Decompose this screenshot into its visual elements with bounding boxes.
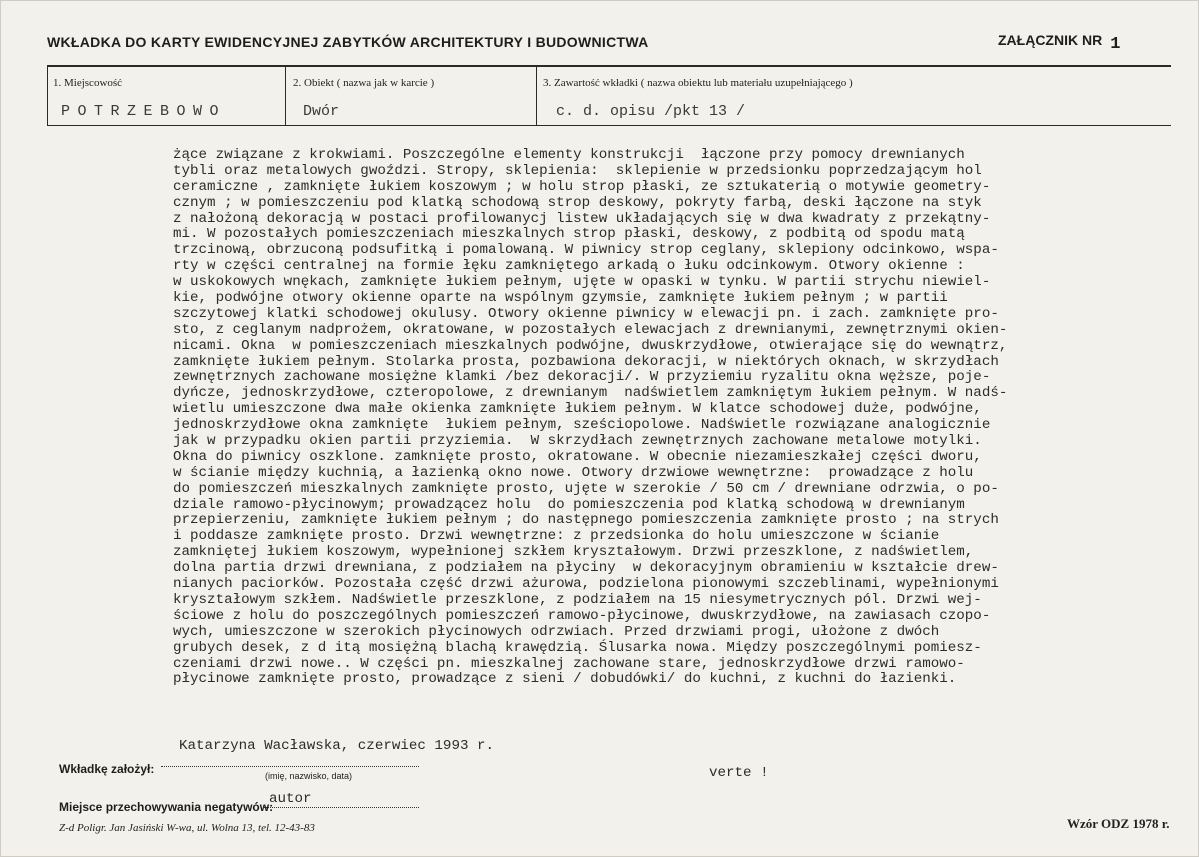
created-by-hint: (imię, nazwisko, data)	[265, 771, 353, 781]
header-grid-bottom-rule	[47, 125, 1171, 126]
grid-divider	[47, 65, 48, 125]
grid-divider	[536, 65, 537, 125]
body-line: płycinowe zamknięte prosto, prowadzące z sieni / dobudówki/ do kuchni, z kuchni do łazienki.	[173, 671, 957, 688]
body-line: nianych paciorków. Pozostała część drzwi ażurowa, podzielona pionowymi szczeblinami, wypełnionymi	[173, 576, 999, 593]
body-line: tybli oraz metalowych gwoździ. Stropy, sklepienia: sklepienie w przedsionku poprzedzającym hol	[173, 162, 982, 179]
negatives-dotted-line	[263, 807, 419, 808]
field-value-locality: POTRZEBOWO	[61, 103, 227, 120]
field-value-contents: c. d. opisu /pkt 13 /	[556, 103, 746, 120]
field-label-contents: 3. Zawartość wkładki ( nazwa obiektu lub materiału uzupełniającego )	[543, 77, 853, 89]
body-line: zamkniętej łukiem koszowym, wypełnionej szkłem kryształowym. Drzwi przeszklone, z nadświetlem,	[173, 544, 974, 561]
body-line: w uskokowych wnękach, zamknięte łukiem pełnym, ujęte w opaski w tynku. W partii strychu niewiel-	[173, 274, 991, 291]
body-line: kryształowym szkłem. Nadświetle przeszklone, z podziałem na 15 niesymetrycznych pól. Drzwi wej-	[173, 591, 982, 608]
field-label-object: 2. Obiekt ( nazwa jak w karcie )	[293, 77, 435, 89]
body-line: nicami. Okna w pomieszczeniach mieszkalnych podwójne, dwuskrzydłowe, otwierające się do wewnątrz,	[173, 337, 1008, 354]
author-signature: Katarzyna Wacławska, czerwiec 1993 r.	[179, 738, 495, 754]
body-line: przepierzeniu, zamknięte łukiem pełnym ; do następnego pomieszczenia zamknięte prosto ; na strych	[173, 512, 999, 529]
body-line: i poddasze zamknięte prosto. Drzwi wewnętrzne: z przedsionka do holu umieszczone w ścianie	[173, 528, 940, 545]
body-line: dziale ramowo-płycinowym; prowadzącez holu do pomieszczenia pod klatką schodową w drewnianym	[173, 496, 965, 513]
created-by-dotted-line	[161, 766, 419, 767]
body-line: żące związane z krokwiami. Poszczególne elementy konstrukcji łączone przy pomocy drewnianych	[173, 147, 965, 163]
body-line: kie, podwójne otwory okienne oparte na wspólnym gzymsie, zamknięte łukiem pełnym ; w partii	[173, 290, 948, 307]
body-line: wietlu umieszczone dwa małe okienka zamknięte łukiem pełnym. W klatce schodowej duże, podwójne,	[173, 401, 982, 418]
body-line: sto, z ceglanym nadprożem, okratowane, w pozostałych elewacjach z drewnianymi, zewnętrznymi okien-	[173, 321, 1008, 338]
body-line: trzcinową, obrzuconą podsufitką i pomalowaną. W piwnicy strop ceglany, sklepiony odcinkowo, wspa-	[173, 242, 999, 259]
field-label-locality: 1. Miejscowość	[53, 77, 123, 89]
body-line: szczytowej klatki schodowej okulusy. Otwory okienne piwnicy w elewacji pn. i zach. zamknięte pro-	[173, 305, 999, 322]
negatives-value: autor	[269, 791, 312, 807]
field-value-object: Dwór	[303, 103, 340, 120]
verte-note: verte !	[709, 765, 769, 781]
body-line: dolna partia drzwi drewniana, z podziałem na płyciny w dekoracyjnym obramieniu w kształcie drew-	[173, 560, 999, 577]
grid-divider	[285, 65, 286, 125]
body-line: Okna do piwnicy oszklone. zamknięte prosto, okratowane. W obecnie niezamieszkałej części dworu,	[173, 448, 982, 465]
body-line: ceramiczne , zamknięte łukiem koszowym ; w holu strop płaski, ze sztukaterią o motywie geometry-	[173, 178, 991, 195]
body-line: jak w przypadku okien partii przyziemia. W skrzydłach zewnętrznych zachowane metalowe motylki.	[173, 433, 982, 450]
printer-imprint: Z-d Poligr. Jan Jasiński W-wa, ul. Wolna 13, tel. 12-43-83	[59, 822, 315, 834]
created-by-label: Wkładkę założył:	[59, 762, 155, 776]
body-line: w ścianie między kuchnią, a łazienką okno nowe. Otwory drzwiowe wewnętrzne: prowadzące z holu	[173, 464, 974, 481]
negatives-label: Miejsce przechowywania negatywów:	[59, 800, 274, 814]
body-line: z nałożoną dekoracją w postaci profilowanycj listew układających się w dwa kwadraty z przekątny-	[173, 210, 991, 227]
form-title: WKŁADKA DO KARTY EWIDENCYJNEJ ZABYTKÓW ARCHITEKTURY I BUDOWNICTWA	[47, 34, 649, 50]
body-line: grubych desek, z d itą mosiężną blachą krawędzią. Ślusarka nowa. Między poszczególnymi pomiesz-	[173, 639, 982, 656]
body-line: jednoskrzydłowe okna zamknięte łukiem pełnym, sześciopolowe. Nadświetle rozwiązane analogicznie	[173, 417, 991, 434]
body-line: cznym ; w pomieszczeniu pod klatką schodową strop deskowy, pokryty farbą, deski łączone na styk	[173, 194, 982, 211]
body-line: mi. W pozostałych pomieszczeniach mieszkalnych strop płaski, deskowy, z podbitą od spodu matą	[173, 226, 965, 243]
body-line: rty w części centralnej na formie łęku zamkniętego arkadą o łuku odcinkowym. Otwory okienne :	[173, 258, 965, 275]
body-line: dyńcze, jednoskrzydłowe, czteropolowe, z drewnianym nadświetlem zamkniętym łukiem pełnym. W nadś-	[173, 385, 1008, 402]
body-line: wych, umieszczone w szerokich płycinowych odrzwiach. Przed drzwiami progi, ułożone z dwóch	[173, 623, 940, 640]
annex-number: 1	[1110, 35, 1121, 54]
form-model: Wzór ODZ 1978 r.	[1067, 816, 1170, 831]
body-line: ściowe z holu do poszczególnych pomieszczeń ramowo-płycinowe, dwuskrzydłowe, na zawiasach czopo-	[173, 607, 991, 624]
body-line: do pomieszczeń mieszkalnych zamknięte prosto, ujęte w szerokie / 50 cm / drewniane odrzwia, o po-	[173, 480, 999, 497]
description-body	[173, 148, 1163, 688]
header-grid-top-rule	[47, 65, 1171, 67]
body-line: zamknięte łukiem pełnym. Stolarka prosta, pozbawiona dekoracji, w niektórych oknach, w skrzydłach	[173, 353, 999, 370]
annex-label-text: ZAŁĄCZNIK NR	[998, 32, 1103, 48]
body-line: zewnętrznych zachowane mosiężne klamki /bez dekoracji/. W przyziemiu ryzalitu okna węższe, poje-	[173, 369, 991, 386]
annex-label	[998, 32, 1121, 54]
body-line: czeniami drzwi nowe.. W części pn. mieszkalnej zachowane stare, jednoskrzydłowe drzwi ramowo-	[173, 655, 965, 672]
